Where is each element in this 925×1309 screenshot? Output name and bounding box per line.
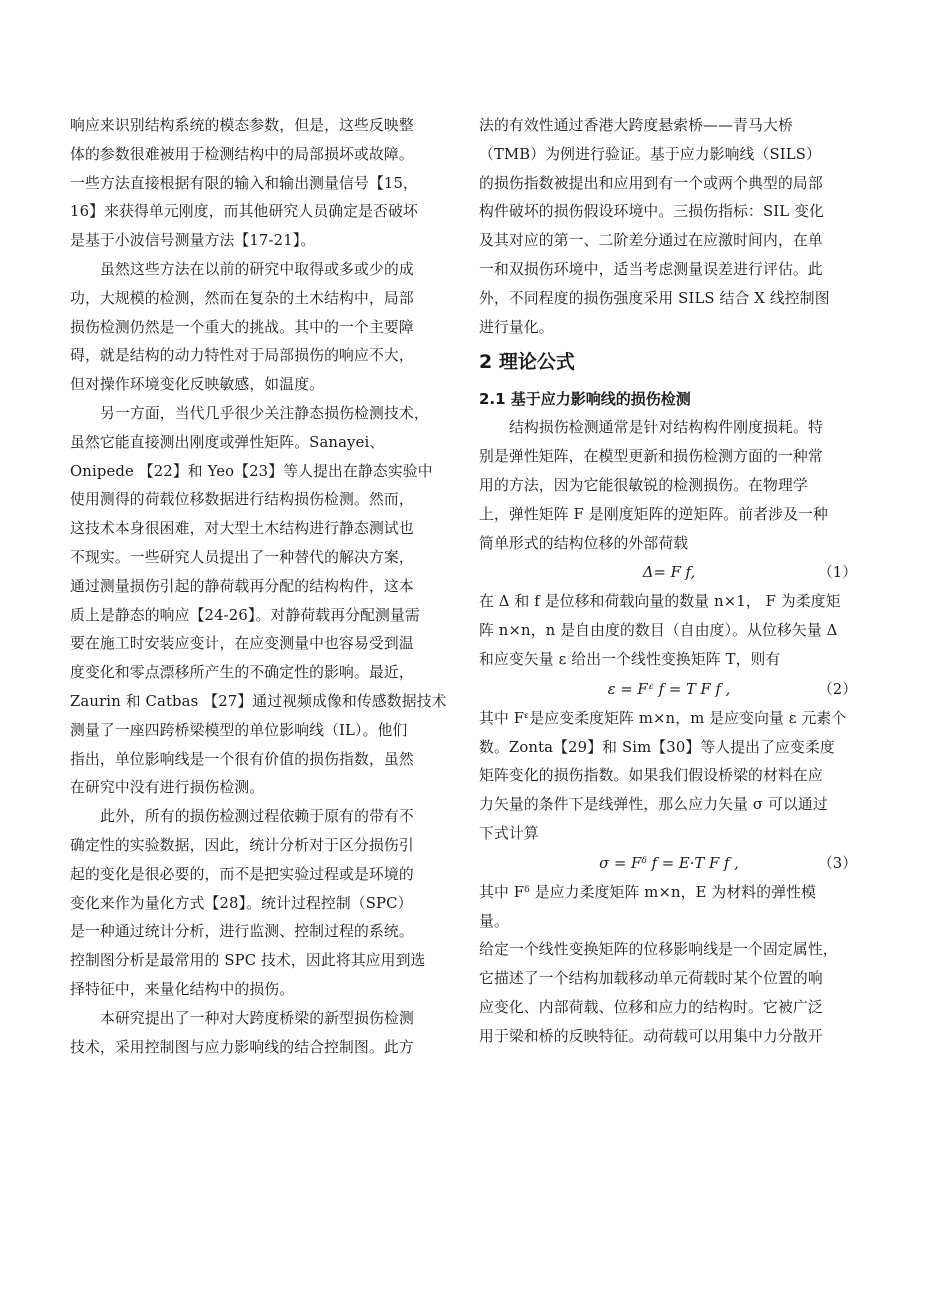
paragraph-1 bbox=[479, 414, 859, 558]
text-line: 虽然它能直接测出刚度或弹性矩阵。Sanayei、 bbox=[70, 433, 385, 451]
text-line: 应变化、内部荷载、位移和应力的结构时。它被广泛 bbox=[479, 998, 823, 1016]
text-line: 响应来识别结构系统的模态参数，但是，这些反映整 bbox=[70, 117, 414, 134]
paragraph-2 bbox=[479, 588, 859, 674]
right-column bbox=[479, 112, 859, 1052]
text-line: 16】来获得单元刚度，而其他研究人员确定是否破坏 bbox=[70, 203, 418, 221]
text-line: 通过测量损伤引起的静荷载再分配的结构构件，这本 bbox=[70, 577, 414, 595]
text-line: 此外，所有的损伤检测过程依赖于原有的带有不 bbox=[100, 808, 414, 826]
equation-2 bbox=[479, 675, 859, 705]
text-line: Zaurin 和 Catbas 【27】通过视频成像和传感数据技术 bbox=[70, 692, 447, 710]
text-line: 下式计算 bbox=[479, 824, 539, 842]
text-line: Onipede 【22】和 Yeo【23】等人提出在静态实验中 bbox=[70, 462, 433, 480]
equation-1 bbox=[479, 558, 859, 588]
text-line: 但对操作环境变化反映敏感，如温度。 bbox=[70, 376, 325, 394]
text-line: 这技术本身很困难，对大型土木结构进行静态测试也 bbox=[70, 520, 414, 538]
equation-1-formula: Δ= F f, bbox=[642, 564, 696, 582]
text-line: 技术，采用控制图与应力影响线的结合控制图。此方 bbox=[70, 1038, 414, 1056]
text-line: 在研究中没有进行损伤检测。 bbox=[70, 779, 265, 797]
text-line: 和应变矢量 ε 给出一个线性变换矩阵 T，则有 bbox=[479, 650, 781, 668]
text-line: 进行量化。 bbox=[479, 318, 554, 336]
text-line: 确定性的实验数据，因此，统计分析对于区分损伤引 bbox=[70, 836, 414, 854]
text-line: 其中 Fᵟ 是应力柔度矩阵 m×n，E 为材料的弹性模 bbox=[479, 883, 817, 901]
text-line: 上，弹性矩阵 F 是刚度矩阵的逆矩阵。前者涉及一种 bbox=[479, 505, 828, 523]
text-line: 功，大规模的检测，然而在复杂的土木结构中，局部 bbox=[70, 289, 414, 307]
text-line: 测量了一座四跨桥梁模型的单位影响线（IL）。他们 bbox=[70, 721, 408, 739]
equation-3-formula: σ = Fᵟ f = E·T F f , bbox=[599, 854, 739, 872]
text-line: 是基于小波信号测量方法【17-21】。 bbox=[70, 232, 316, 250]
text-line: 体的参数很难被用于检测结构中的局部损坏或故障。 bbox=[70, 145, 414, 163]
text-line: 要在施工时安装应变计，在应变测量中也容易受到温 bbox=[70, 635, 414, 653]
text-line: 起的变化是很必要的，而不是把实验过程或是环境的 bbox=[70, 865, 414, 883]
text-line: 在 Δ 和 f 是位移和荷载向量的数量 n×1， F 为柔度矩 bbox=[479, 593, 841, 611]
text-line: 用于梁和桥的反映特征。动荷载可以用集中力分散开 bbox=[479, 1027, 823, 1045]
text-line: 碍，就是结构的动力特性对于局部损伤的响应不大， bbox=[70, 347, 414, 365]
text-line: 质上是静态的响应【24-26】。对静荷载再分配测量需 bbox=[70, 606, 420, 624]
text-line: 度变化和零点漂移所产生的不确定性的影响。最近， bbox=[70, 664, 414, 682]
text-line: 结构损伤检测通常是针对结构构件刚度损耗。特 bbox=[509, 419, 823, 437]
text-line: 的损伤指数被提出和应用到有一个或两个典型的局部 bbox=[479, 174, 823, 192]
paragraph-3 bbox=[479, 705, 859, 849]
text-line: 控制图分析是最常用的 SPC 技术，因此将其应用到选 bbox=[70, 952, 426, 970]
section-heading: 2 理论公式 bbox=[479, 351, 575, 374]
text-line: 是一种通过统计分析，进行监测、控制过程的系统。 bbox=[70, 923, 414, 941]
text-line: 本研究提出了一种对大跨度桥梁的新型损伤检测 bbox=[100, 1009, 414, 1027]
text-line: 使用测得的荷载位移数据进行结构损伤检测。然而， bbox=[70, 491, 414, 509]
equation-3 bbox=[479, 849, 859, 879]
text-line: 另一方面，当代几乎很少关注静态损伤检测技术， bbox=[100, 404, 429, 422]
text-line: 及其对应的第一、二阶差分通过在应激时间内，在单 bbox=[479, 232, 823, 250]
text-line: 它描述了一个结构加载移动单元荷载时某个位置的响 bbox=[479, 970, 823, 988]
text-line: 一些方法直接根据有限的输入和输出测量信号【15， bbox=[70, 174, 418, 192]
equation-3-number: （3） bbox=[817, 854, 857, 872]
equation-2-number: （2） bbox=[817, 680, 857, 698]
text-line: 给定一个线性变换矩阵的位移影响线是一个固定属性， bbox=[479, 941, 838, 959]
text-line: 矩阵变化的损伤指数。如果我们假设桥梁的材料在应 bbox=[479, 767, 823, 785]
text-line: 不现实。一些研究人员提出了一种替代的解决方案， bbox=[70, 548, 414, 566]
text-line: 损伤检测仍然是一个重大的挑战。其中的一个主要障 bbox=[70, 318, 414, 336]
text-line: 外，不同程度的损伤强度采用 SILS 结合 X 线控制图 bbox=[479, 289, 830, 307]
subsection-heading: 2.1 基于应力影响线的损伤检测 bbox=[479, 390, 691, 409]
text-line: 一和双损伤环境中，适当考虑测量误差进行评估。此 bbox=[479, 260, 823, 278]
intro-paragraph bbox=[479, 112, 859, 342]
text-line: 虽然这些方法在以前的研究中取得或多或少的成 bbox=[100, 260, 414, 278]
equation-1-number: （1） bbox=[817, 564, 857, 582]
text-line: 其中 Fᵋ是应变柔度矩阵 m×n，m 是应变向量 ε 元素个 bbox=[479, 709, 847, 727]
text-line: （TMB）为例进行验证。基于应力影响线（SILS） bbox=[479, 145, 821, 163]
text-line: 数。Zonta【29】和 Sim【30】等人提出了应变柔度 bbox=[479, 738, 835, 756]
text-line: 变化来作为量化方式【28】。统计过程控制（SPC） bbox=[70, 894, 413, 912]
text-line: 阵 n×n，n 是自由度的数目（自由度）。从位移矢量 Δ bbox=[479, 622, 838, 640]
left-column bbox=[70, 112, 452, 1062]
text-line: 法的有效性通过香港大跨度悬索桥——青马大桥 bbox=[479, 117, 793, 134]
text-line: 量。 bbox=[479, 912, 509, 930]
text-line: 简单形式的结构位移的外部荷载 bbox=[479, 534, 689, 552]
text-line: 力矢量的条件下是线弹性，那么应力矢量 σ 可以通过 bbox=[479, 796, 828, 814]
text-line: 指出，单位影响线是一个很有价值的损伤指数，虽然 bbox=[70, 750, 414, 768]
text-line: 用的方法，因为它能很敏锐的检测损伤。在物理学 bbox=[479, 476, 808, 494]
text-line: 择特征中，来量化结构中的损伤。 bbox=[70, 980, 295, 998]
paragraph-4 bbox=[479, 879, 859, 1052]
text-line: 别是弹性矩阵，在模型更新和损伤检测方面的一种常 bbox=[479, 448, 823, 466]
text-line: 构件破坏的损伤假设环境中。三损伤指标：SIL 变化 bbox=[479, 203, 824, 221]
equation-2-formula: ε = Fᵋ f = T F f , bbox=[607, 680, 731, 698]
